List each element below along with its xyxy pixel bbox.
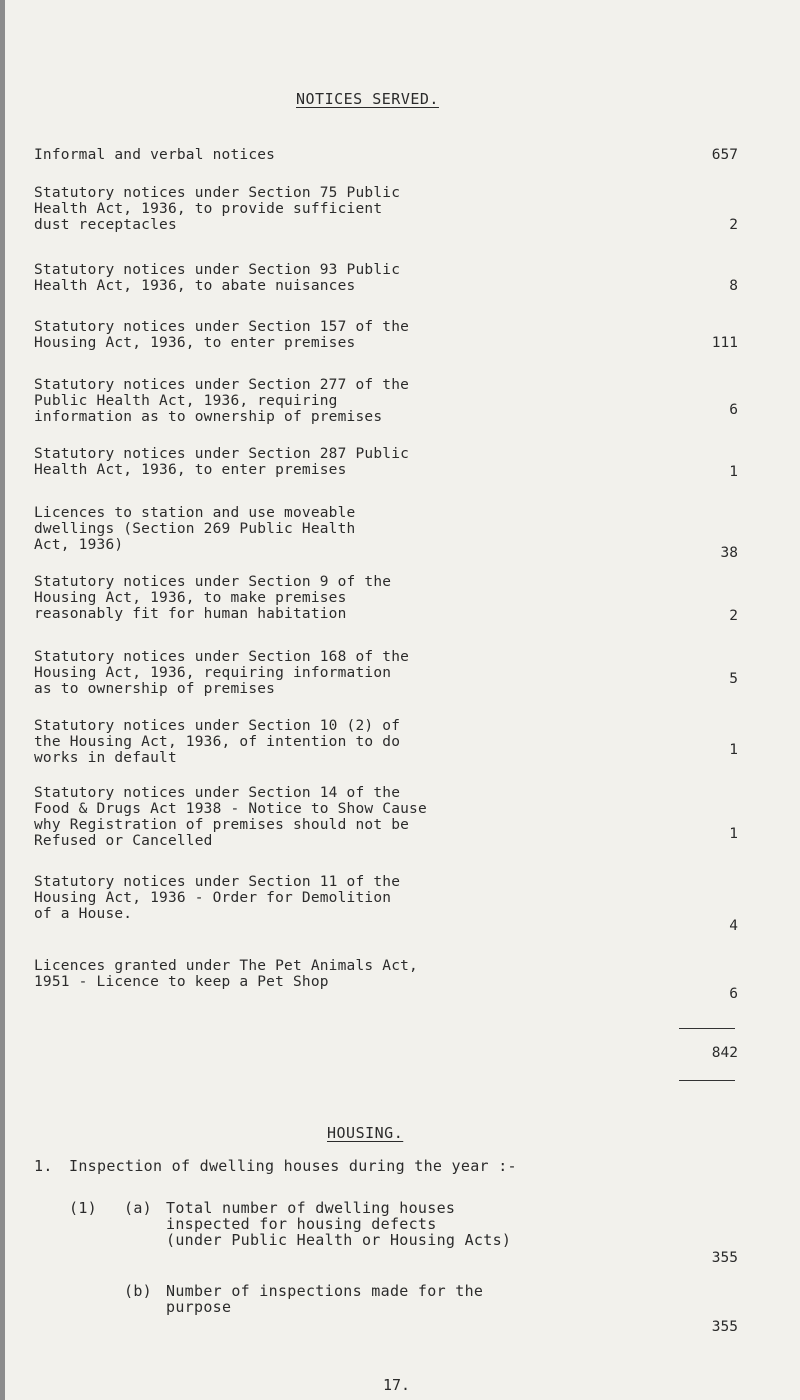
page-edge-shadow — [0, 0, 5, 1400]
housing-sub-text: Number of inspections made for the purpose — [166, 1282, 484, 1316]
notice-text: Statutory notices under Section 10 (2) of the Housing Act, 1936, of intention to do works in default — [34, 718, 401, 766]
notice-text: Statutory notices under Section 277 of the Public Health Act, 1936, requiring information as to ownership of premises — [34, 377, 410, 425]
notice-text: Licences granted under The Pet Animals Act, 1951 - Licence to keep a Pet Shop — [34, 958, 418, 990]
notice-count: 2 — [729, 608, 738, 624]
notice-count: 6 — [729, 986, 738, 1002]
housing-sub-number: (1) — [69, 1199, 97, 1217]
notice-count: 38 — [720, 545, 738, 561]
housing-item-number: 1. — [34, 1157, 53, 1175]
notice-count: 8 — [729, 278, 738, 294]
notice-text: Statutory notices under Section 9 of the Housing Act, 1936, to make premises reasonably fit for human habitation — [34, 574, 392, 622]
notice-text: Licences to station and use moveable dwellings (Section 269 Public Health Act, 1936) — [34, 505, 356, 553]
housing-sub-count: 355 — [711, 1250, 738, 1266]
notice-text: Statutory notices under Section 11 of the Housing Act, 1936 - Order for Demolition of a House. — [34, 874, 401, 922]
notice-count: 1 — [729, 742, 738, 758]
notice-count: 2 — [729, 217, 738, 233]
notice-text: Statutory notices under Section 75 Public Health Act, 1936, to provide sufficient dust receptacles — [34, 185, 401, 233]
notice-count: 6 — [729, 402, 738, 418]
notice-text: Statutory notices under Section 93 Public Health Act, 1936, to abate nuisances — [34, 262, 401, 294]
housing-item-text: Inspection of dwelling houses during the year :- — [69, 1157, 517, 1175]
notice-text: Statutory notices under Section 287 Public Health Act, 1936, to enter premises — [34, 446, 410, 478]
notice-count: 5 — [729, 671, 738, 687]
housing-heading: HOUSING. — [327, 1124, 404, 1142]
notice-count: 4 — [729, 918, 738, 934]
housing-sub-label: (b) — [124, 1282, 152, 1300]
housing-sub-count: 355 — [711, 1319, 738, 1335]
notice-text: Informal and verbal notices — [34, 147, 276, 163]
total-top-rule — [679, 1028, 735, 1029]
notice-text: Statutory notices under Section 157 of the Housing Act, 1936, to enter premises — [34, 319, 410, 351]
housing-sub-text: Total number of dwelling houses inspected for housing defects (under Public Health or Housing Acts) — [166, 1199, 512, 1249]
page-number: 17. — [383, 1376, 411, 1394]
total-bottom-rule — [679, 1080, 735, 1081]
notice-count: 657 — [711, 147, 738, 163]
notice-text: Statutory notices under Section 168 of the Housing Act, 1936, requiring information as to ownership of premises — [34, 649, 410, 697]
notice-count: 1 — [729, 826, 738, 842]
notice-text: Statutory notices under Section 14 of the Food & Drugs Act 1938 - Notice to Show Cause why Registration of premises should not be Refused or Cancelled — [34, 785, 427, 849]
housing-sub-label: (a) — [124, 1199, 152, 1217]
notice-count: 111 — [711, 335, 738, 351]
notices-served-heading: NOTICES SERVED. — [296, 90, 439, 108]
notices-total: 842 — [711, 1045, 738, 1061]
notice-count: 1 — [729, 464, 738, 480]
